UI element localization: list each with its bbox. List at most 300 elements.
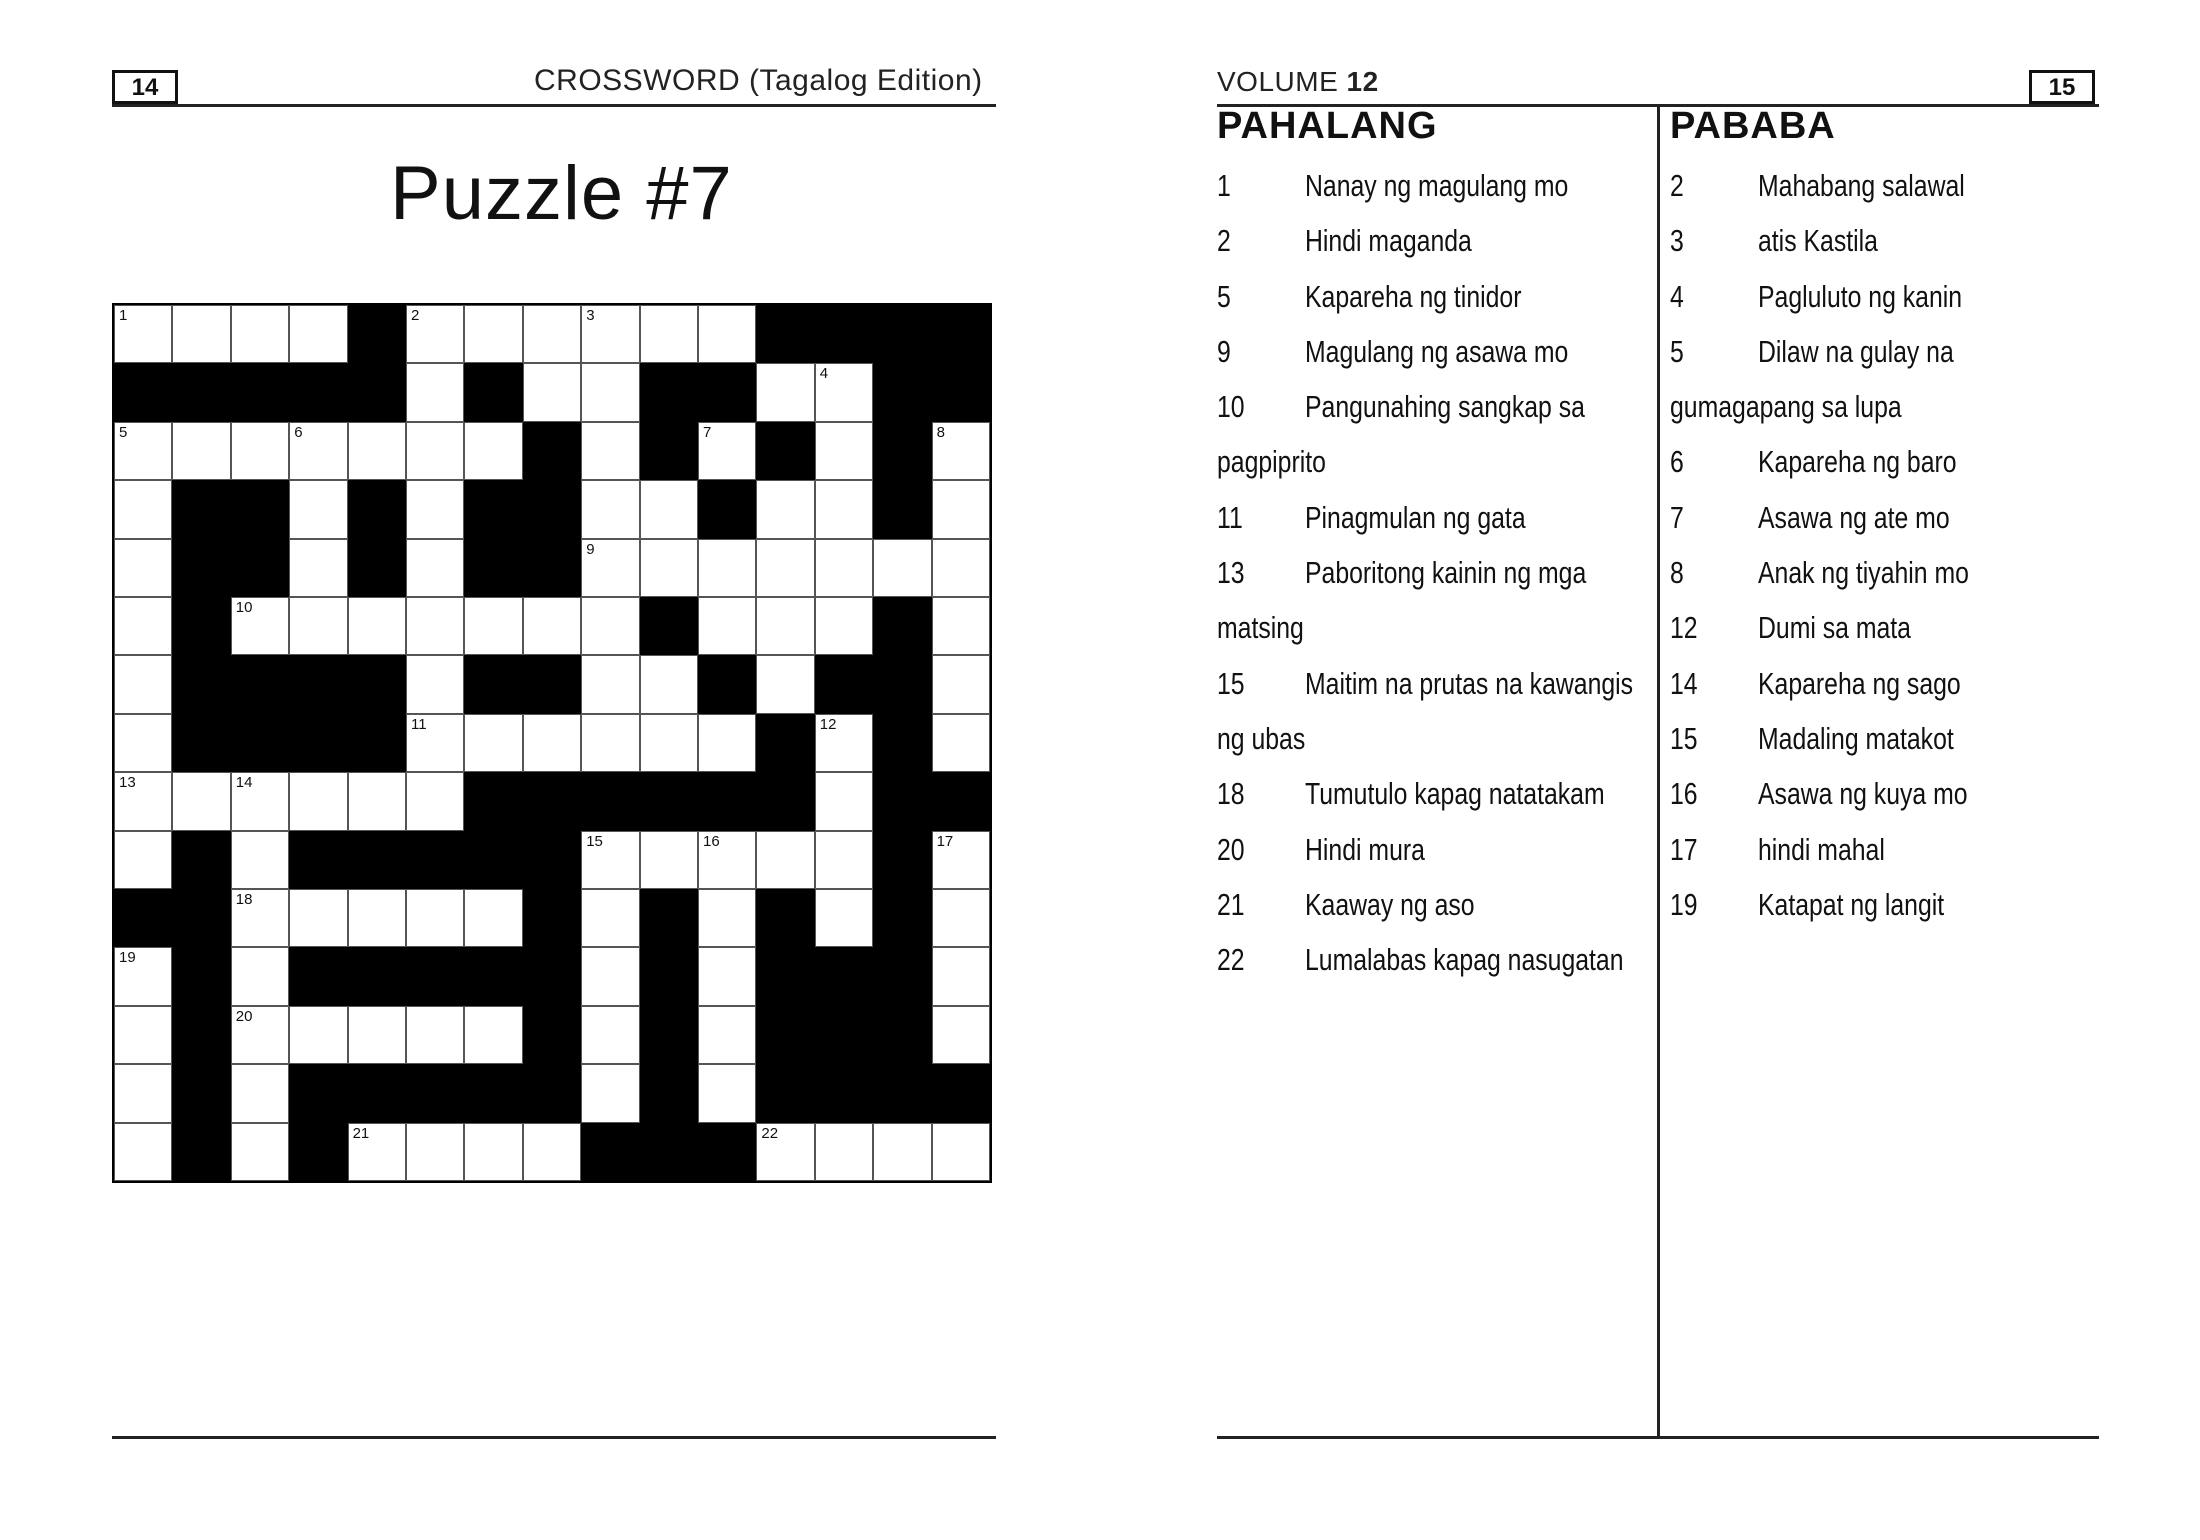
grid-cell-black xyxy=(231,480,289,538)
clue-number: 6 xyxy=(294,423,303,441)
across-clue xyxy=(1217,877,1649,932)
grid-cell-white[interactable] xyxy=(756,1123,814,1181)
clue-number: 15 xyxy=(586,832,603,850)
grid-cell-white[interactable] xyxy=(873,539,931,597)
grid-cell-white[interactable] xyxy=(932,714,990,772)
grid-cell-black xyxy=(348,363,406,421)
down-clue xyxy=(1670,600,2102,655)
grid-cell-white[interactable] xyxy=(172,422,230,480)
across-clue xyxy=(1217,656,1649,767)
grid-cell-white[interactable] xyxy=(406,655,464,713)
grid-cell-black xyxy=(348,539,406,597)
grid-cell-black xyxy=(873,480,931,538)
down-clue xyxy=(1670,324,2102,435)
clue-text: Paboritong kainin ng mga matsing xyxy=(1217,555,1587,646)
grid-cell-white[interactable] xyxy=(231,889,289,947)
grid-cell-white[interactable] xyxy=(114,1123,172,1181)
clue-text: Nanay ng magulang mo xyxy=(1305,168,1569,203)
grid-cell-white[interactable] xyxy=(406,305,464,363)
across-clue xyxy=(1217,822,1649,877)
grid-cell-white[interactable] xyxy=(581,305,639,363)
grid-cell-black xyxy=(756,772,814,830)
across-clue xyxy=(1217,932,1649,987)
clue-number: 8 xyxy=(936,423,945,441)
grid-cell-white[interactable] xyxy=(464,1006,522,1064)
grid-cell-black xyxy=(640,889,698,947)
grid-cell-white[interactable] xyxy=(581,655,639,713)
grid-cell-white[interactable] xyxy=(581,1064,639,1122)
grid-cell-white[interactable] xyxy=(873,1123,931,1181)
grid-cell-white[interactable] xyxy=(815,889,873,947)
grid-cell-black xyxy=(172,831,230,889)
grid-cell-white[interactable] xyxy=(756,597,814,655)
grid-cell-white[interactable] xyxy=(464,889,522,947)
grid-cell-white[interactable] xyxy=(289,480,347,538)
grid-cell-black xyxy=(231,363,289,421)
grid-cell-white[interactable] xyxy=(932,889,990,947)
grid-cell-black xyxy=(406,947,464,1005)
clue-text: Pagluluto ng kanin xyxy=(1758,278,1963,314)
grid-cell-black xyxy=(640,422,698,480)
grid-cell-black xyxy=(815,1006,873,1064)
down-clue xyxy=(1670,766,2102,821)
grid-cell-white[interactable] xyxy=(640,480,698,538)
clue-number-label: 15 xyxy=(1670,720,1698,756)
across-heading: PAHALANG xyxy=(1217,105,1438,147)
grid-cell-white[interactable] xyxy=(406,363,464,421)
down-clue xyxy=(1670,490,2102,545)
clue-text: Asawa ng kuya mo xyxy=(1758,776,1968,812)
grid-cell-black xyxy=(289,655,347,713)
clue-number: 20 xyxy=(235,1007,253,1025)
right-page xyxy=(1100,0,2200,1540)
grid-cell-black xyxy=(523,422,581,480)
grid-cell-white[interactable] xyxy=(698,1064,756,1122)
across-clue-list xyxy=(1217,158,1634,987)
grid-cell-black xyxy=(172,889,230,947)
grid-cell-white[interactable] xyxy=(114,655,172,713)
grid-cell-black xyxy=(172,1123,230,1181)
grid-cell-black xyxy=(698,1123,756,1181)
grid-cell-black xyxy=(815,947,873,1005)
clue-text: Tumutulo kapag natatakam xyxy=(1305,776,1605,812)
grid-cell-white[interactable] xyxy=(581,1006,639,1064)
clue-number-label: 7 xyxy=(1670,499,1684,535)
grid-cell-white[interactable] xyxy=(640,305,698,363)
grid-cell-black xyxy=(756,947,814,1005)
grid-cell-white[interactable] xyxy=(815,539,873,597)
grid-cell-white[interactable] xyxy=(756,655,814,713)
clue-number: 18 xyxy=(235,891,253,908)
grid-cell-white[interactable] xyxy=(464,714,522,772)
down-clue xyxy=(1670,877,2102,932)
grid-cell-black xyxy=(756,714,814,772)
grid-cell-black xyxy=(756,889,814,947)
down-clue xyxy=(1670,545,2102,600)
grid-cell-white[interactable] xyxy=(464,1123,522,1181)
footer-rule-right xyxy=(1217,1436,2099,1439)
grid-cell-white[interactable] xyxy=(523,1123,581,1181)
clue-number: 12 xyxy=(819,715,837,733)
grid-cell-black xyxy=(873,597,931,655)
grid-cell-white[interactable] xyxy=(581,539,639,597)
grid-cell-white[interactable] xyxy=(523,597,581,655)
clue-number: 11 xyxy=(411,715,427,733)
grid-cell-black xyxy=(698,655,756,713)
grid-cell-white[interactable] xyxy=(756,539,814,597)
volume-label xyxy=(1217,66,1379,98)
grid-cell-black xyxy=(756,1006,814,1064)
down-clue xyxy=(1670,158,2102,213)
grid-cell-black xyxy=(873,831,931,889)
clue-text: atis Kastila xyxy=(1758,223,1878,259)
grid-cell-white[interactable] xyxy=(289,422,347,480)
clue-text: hindi mahal xyxy=(1758,831,1885,867)
grid-cell-black xyxy=(873,655,931,713)
clue-number: 17 xyxy=(936,832,954,850)
grid-cell-white[interactable] xyxy=(406,422,464,480)
grid-cell-white[interactable] xyxy=(114,422,172,480)
grid-cell-black xyxy=(172,480,230,538)
grid-cell-white[interactable] xyxy=(231,1064,289,1122)
grid-cell-black xyxy=(289,714,347,772)
grid-cell-black xyxy=(640,597,698,655)
grid-cell-white[interactable] xyxy=(289,597,347,655)
grid-cell-black xyxy=(172,539,230,597)
grid-cell-white[interactable] xyxy=(348,422,406,480)
grid-cell-white[interactable] xyxy=(231,305,289,363)
grid-cell-white[interactable] xyxy=(581,889,639,947)
grid-cell-white[interactable] xyxy=(640,655,698,713)
grid-cell-black xyxy=(815,1064,873,1122)
down-clue xyxy=(1670,822,2102,877)
grid-cell-black xyxy=(172,714,230,772)
grid-cell-white[interactable] xyxy=(406,597,464,655)
clue-number-label: 5 xyxy=(1217,278,1231,314)
grid-cell-white[interactable] xyxy=(698,305,756,363)
grid-cell-white[interactable] xyxy=(172,772,230,830)
grid-cell-black xyxy=(114,363,172,421)
grid-cell-black xyxy=(756,1064,814,1122)
grid-cell-black xyxy=(231,539,289,597)
grid-cell-white[interactable] xyxy=(756,363,814,421)
grid-cell-white[interactable] xyxy=(231,597,289,655)
grid-cell-white[interactable] xyxy=(406,714,464,772)
clue-number-label: 14 xyxy=(1670,665,1698,701)
grid-cell-black xyxy=(523,655,581,713)
grid-cell-black xyxy=(932,363,990,421)
grid-cell-black xyxy=(231,655,289,713)
grid-cell-black xyxy=(464,539,522,597)
clue-number: 7 xyxy=(703,423,712,441)
down-clue xyxy=(1670,711,2102,766)
clue-number: 19 xyxy=(119,949,136,967)
grid-cell-black xyxy=(172,363,230,421)
clue-number-label: 16 xyxy=(1670,776,1698,812)
grid-cell-white[interactable] xyxy=(289,772,347,830)
column-divider xyxy=(1657,105,1660,1437)
grid-cell-black xyxy=(640,363,698,421)
grid-cell-white[interactable] xyxy=(815,363,873,421)
grid-cell-black xyxy=(873,363,931,421)
grid-cell-white[interactable] xyxy=(348,597,406,655)
grid-cell-black xyxy=(348,655,406,713)
across-clue xyxy=(1217,324,1649,379)
clue-text: Pinagmulan ng gata xyxy=(1305,499,1526,535)
grid-cell-black xyxy=(172,597,230,655)
grid-cell-black xyxy=(873,714,931,772)
across-clue xyxy=(1217,379,1649,490)
grid-cell-white[interactable] xyxy=(815,831,873,889)
grid-cell-white[interactable] xyxy=(114,539,172,597)
grid-cell-white[interactable] xyxy=(932,1006,990,1064)
grid-cell-black xyxy=(932,772,990,830)
page-number-left: 14 xyxy=(112,70,178,104)
grid-cell-white[interactable] xyxy=(581,831,639,889)
grid-cell-black xyxy=(523,480,581,538)
grid-cell-white[interactable] xyxy=(114,947,172,1005)
grid-cell-black xyxy=(172,947,230,1005)
grid-cell-white[interactable] xyxy=(231,772,289,830)
puzzle-title: Puzzle #7 xyxy=(390,151,733,236)
across-clue xyxy=(1217,213,1649,268)
clue-number-label: 9 xyxy=(1217,333,1231,369)
grid-cell-white[interactable] xyxy=(114,305,172,363)
grid-cell-white[interactable] xyxy=(464,422,522,480)
grid-cell-black xyxy=(756,422,814,480)
clue-number: 21 xyxy=(352,1124,370,1142)
clue-number-label: 8 xyxy=(1670,555,1684,591)
grid-cell-white[interactable] xyxy=(581,422,639,480)
grid-cell-white[interactable] xyxy=(289,1006,347,1064)
grid-cell-black xyxy=(581,772,639,830)
clue-text: Dilaw na gulay na gumagapang sa lupa xyxy=(1670,333,1954,425)
down-clue xyxy=(1670,656,2102,711)
grid-cell-black xyxy=(756,305,814,363)
grid-cell-white[interactable] xyxy=(348,1123,406,1181)
grid-cell-black xyxy=(406,1064,464,1122)
clue-text: Katapat ng langit xyxy=(1758,886,1945,922)
grid-cell-white[interactable] xyxy=(172,305,230,363)
across-clue xyxy=(1217,766,1649,821)
grid-cell-white[interactable] xyxy=(523,363,581,421)
grid-cell-black xyxy=(523,889,581,947)
clue-text: Hindi mura xyxy=(1305,831,1425,867)
across-clue xyxy=(1217,269,1649,324)
grid-cell-white[interactable] xyxy=(932,1123,990,1181)
clue-number-label: 13 xyxy=(1217,555,1245,591)
grid-cell-black xyxy=(640,1064,698,1122)
clue-number-label: 19 xyxy=(1670,886,1698,922)
grid-cell-white[interactable] xyxy=(815,714,873,772)
grid-cell-white[interactable] xyxy=(640,539,698,597)
clue-text: Magulang ng asawa mo xyxy=(1305,333,1569,369)
header-rule-left xyxy=(112,104,996,107)
grid-cell-white[interactable] xyxy=(698,1006,756,1064)
down-clue xyxy=(1670,213,2102,268)
grid-cell-white[interactable] xyxy=(698,831,756,889)
grid-cell-black xyxy=(640,772,698,830)
grid-cell-white[interactable] xyxy=(815,480,873,538)
grid-cell-black xyxy=(698,363,756,421)
grid-cell-black xyxy=(172,1006,230,1064)
grid-cell-white[interactable] xyxy=(698,422,756,480)
grid-cell-black xyxy=(172,655,230,713)
clue-number-label: 10 xyxy=(1217,389,1245,425)
grid-cell-black xyxy=(815,655,873,713)
grid-cell-white[interactable] xyxy=(114,1006,172,1064)
clue-text: Lumalabas kapag nasugatan xyxy=(1305,942,1624,978)
grid-cell-white[interactable] xyxy=(815,597,873,655)
grid-cell-black xyxy=(640,1123,698,1181)
grid-cell-black xyxy=(873,1006,931,1064)
grid-cell-black xyxy=(348,1064,406,1122)
running-head: CROSSWORD (Tagalog Edition) xyxy=(534,64,983,97)
grid-cell-black xyxy=(523,1064,581,1122)
grid-cell-white[interactable] xyxy=(698,947,756,1005)
grid-cell-white[interactable] xyxy=(932,539,990,597)
grid-cell-white[interactable] xyxy=(289,305,347,363)
grid-cell-white[interactable] xyxy=(114,772,172,830)
grid-cell-white[interactable] xyxy=(348,1006,406,1064)
grid-cell-black xyxy=(523,947,581,1005)
grid-cell-white[interactable] xyxy=(114,480,172,538)
grid-cell-black xyxy=(348,947,406,1005)
grid-cell-white[interactable] xyxy=(581,597,639,655)
grid-cell-white[interactable] xyxy=(815,422,873,480)
clue-number-label: 6 xyxy=(1670,444,1684,480)
footer-rule-left xyxy=(112,1436,996,1439)
grid-cell-white[interactable] xyxy=(348,889,406,947)
grid-cell-white[interactable] xyxy=(581,714,639,772)
grid-cell-black xyxy=(523,1006,581,1064)
grid-cell-white[interactable] xyxy=(698,889,756,947)
grid-cell-black xyxy=(873,772,931,830)
grid-cell-black xyxy=(464,655,522,713)
grid-cell-white[interactable] xyxy=(406,889,464,947)
grid-cell-white[interactable] xyxy=(231,1006,289,1064)
grid-cell-white[interactable] xyxy=(932,597,990,655)
clue-number: 10 xyxy=(235,599,253,616)
grid-cell-white[interactable] xyxy=(114,714,172,772)
grid-cell-white[interactable] xyxy=(581,947,639,1005)
clue-number: 13 xyxy=(119,774,136,792)
grid-cell-white[interactable] xyxy=(406,772,464,830)
grid-cell-white[interactable] xyxy=(581,363,639,421)
grid-cell-black xyxy=(698,480,756,538)
grid-cell-white[interactable] xyxy=(756,831,814,889)
clue-text: Maitim na prutas na kawangis ng ubas xyxy=(1217,665,1634,756)
grid-cell-white[interactable] xyxy=(231,422,289,480)
clue-number-label: 15 xyxy=(1217,665,1245,701)
grid-cell-white[interactable] xyxy=(406,1006,464,1064)
clue-text: Hindi maganda xyxy=(1305,223,1472,259)
grid-cell-white[interactable] xyxy=(231,1123,289,1181)
grid-cell-white[interactable] xyxy=(932,422,990,480)
crossword-grid xyxy=(112,303,992,1183)
grid-cell-white[interactable] xyxy=(406,1123,464,1181)
grid-cell-white[interactable] xyxy=(523,305,581,363)
grid-cell-white[interactable] xyxy=(932,947,990,1005)
grid-cell-white[interactable] xyxy=(114,597,172,655)
grid-cell-black xyxy=(873,889,931,947)
grid-cell-white[interactable] xyxy=(523,714,581,772)
grid-cell-white[interactable] xyxy=(464,597,522,655)
grid-cell-black xyxy=(348,480,406,538)
clue-number-label: 18 xyxy=(1217,776,1245,812)
grid-cell-black xyxy=(289,363,347,421)
grid-cell-white[interactable] xyxy=(815,772,873,830)
grid-cell-black xyxy=(289,831,347,889)
grid-cell-black xyxy=(523,831,581,889)
clue-number-label: 22 xyxy=(1217,942,1245,978)
grid-cell-black xyxy=(698,772,756,830)
grid-cell-white[interactable] xyxy=(581,480,639,538)
grid-cell-white[interactable] xyxy=(114,1064,172,1122)
volume-word: VOLUME xyxy=(1217,66,1339,97)
grid-cell-white[interactable] xyxy=(698,714,756,772)
grid-cell-white[interactable] xyxy=(289,539,347,597)
grid-cell-white[interactable] xyxy=(114,831,172,889)
clue-number-label: 1 xyxy=(1217,168,1231,203)
grid-cell-black xyxy=(815,305,873,363)
grid-cell-white[interactable] xyxy=(756,480,814,538)
grid-cell-white[interactable] xyxy=(640,714,698,772)
clue-number: 2 xyxy=(411,307,420,324)
grid-cell-black xyxy=(464,772,522,830)
grid-cell-black xyxy=(464,1064,522,1122)
grid-cell-black xyxy=(523,539,581,597)
grid-cell-white[interactable] xyxy=(932,480,990,538)
grid-cell-black xyxy=(523,772,581,830)
page-number-right: 15 xyxy=(2029,70,2095,104)
clue-text: Dumi sa mata xyxy=(1758,610,1911,646)
clue-number-label: 3 xyxy=(1670,223,1684,259)
grid-cell-black xyxy=(464,480,522,538)
grid-cell-white[interactable] xyxy=(348,772,406,830)
grid-cell-white[interactable] xyxy=(289,889,347,947)
grid-cell-black xyxy=(932,305,990,363)
clue-text: Kapareha ng sago xyxy=(1758,665,1961,701)
grid-cell-white[interactable] xyxy=(698,597,756,655)
grid-cell-black xyxy=(873,305,931,363)
clue-number-label: 4 xyxy=(1670,278,1684,314)
grid-cell-white[interactable] xyxy=(932,831,990,889)
grid-cell-white[interactable] xyxy=(640,831,698,889)
clue-text: Kaaway ng aso xyxy=(1305,886,1475,922)
clue-number-label: 5 xyxy=(1670,333,1684,369)
grid-cell-white[interactable] xyxy=(698,539,756,597)
grid-cell-white[interactable] xyxy=(932,655,990,713)
grid-cell-white[interactable] xyxy=(231,831,289,889)
clue-number-label: 21 xyxy=(1217,886,1245,922)
across-clue xyxy=(1217,158,1649,213)
clue-number: 5 xyxy=(119,423,128,441)
grid-cell-white[interactable] xyxy=(815,1123,873,1181)
grid-cell-black xyxy=(464,363,522,421)
down-clue xyxy=(1670,269,2102,324)
grid-cell-white[interactable] xyxy=(231,947,289,1005)
grid-cell-white[interactable] xyxy=(464,305,522,363)
clue-number: 22 xyxy=(761,1124,779,1142)
grid-cell-black xyxy=(464,831,522,889)
grid-cell-black xyxy=(348,305,406,363)
grid-cell-white[interactable] xyxy=(406,480,464,538)
grid-cell-white[interactable] xyxy=(406,539,464,597)
grid-cell-black xyxy=(289,1064,347,1122)
clue-number-label: 2 xyxy=(1670,168,1684,203)
clue-text: Pangunahing sangkap sa pagpiprito xyxy=(1217,389,1585,480)
